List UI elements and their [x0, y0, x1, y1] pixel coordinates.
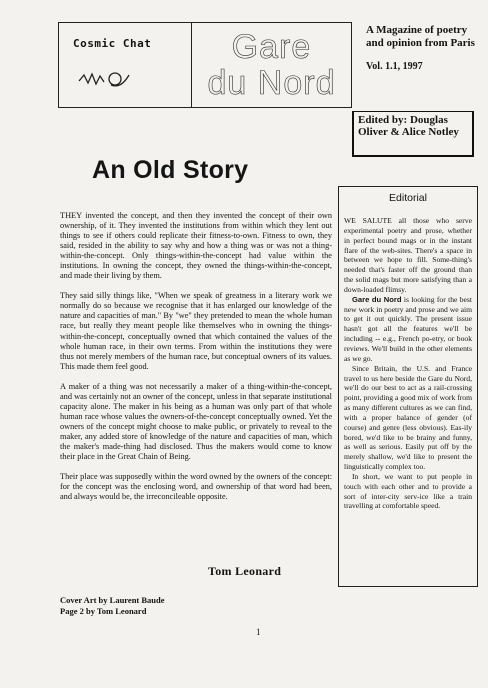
- volume-label: Vol. 1.1, 1997: [366, 61, 423, 72]
- editorial-paragraph: Since Britain, the U.S. and France travel to us here beside the Gare du Nord, we'll do our best to act as a rail-crossing point, providing a good mix of work from as many different cultures as we can find, with a proper balance of gender (of course) and genre (less obvious). Eas-ily bored, we'd like to be brainy and funny, as well as serious. Easily put off by the merely shallow, we'd like to present the linguistically complex too.: [344, 363, 472, 472]
- editors-box: Edited by: Douglas Oliver & Alice Notley: [352, 111, 474, 157]
- story-title: An Old Story: [92, 156, 249, 184]
- cosmic-chat-box: [58, 22, 192, 108]
- editorial-body: [344, 216, 472, 511]
- article-paragraph: THEY invented the concept, and then they invented the concept of their own ownership, of it. They invented the institutions from within which they lent out things to see if others could replicate their fitness-to-own. Fitness to own, they said, resided in the ability to say why and how a thing was or was not a thing-within-the-concept. Only things-within-the-concept had value within the institutions. In owning the concept, they owned the things-within-the-concept, and made their living by them.: [60, 211, 332, 281]
- logo-line-du-nord: du Nord: [207, 64, 336, 102]
- article-paragraph: They said silly things like, "When we speak of greatness in a literary work we normally do so because we recognise that it has enlarged our knowledge of the nature and capacities of man." By "we" they pretended to mean the whole human race, but really they meant people like themselves who in owning the things-within-the-concept, conceptually owned that which contained the values of the whole human race, in their own terms. From within the institutions they were thus not merely members of the human race, but conceptual owners of its values. This made them feel good.: [60, 291, 332, 371]
- editorial-title: Editorial: [389, 192, 427, 204]
- editorial-paragraph: [344, 295, 472, 364]
- credits: [60, 595, 165, 617]
- editorial-box: [338, 186, 478, 587]
- author-name: Tom Leonard: [208, 564, 282, 578]
- article-paragraph: Their place was supposedly within the word owned by the owners of the concept: for the concept was the enclosing word, and ownership of that word had been, and always would be, the irreconcileable opposite.: [60, 472, 332, 502]
- tagline-block: [366, 24, 476, 73]
- article-paragraph: A maker of a thing was not necessarily a maker of a thing-within-the-concept, and was certainly not an owner of the concept, unless in that separate institutional capacity alone. The maker in his being as a human was only part of that whole human race whose values the owners-of-the-concept conceptually owned. Yet the owners of the concept might choose to make public, or privately to reveal to the maker, any added store of knowledge of the nature and capacities of man, which the maker's made-thing had disclosed. Thus the makers would come to know their place in the Great Chain of Being.: [60, 381, 332, 462]
- cover-art-credit: Cover Art by Laurent Baude: [60, 595, 165, 605]
- squiggle-logo-icon: [77, 69, 139, 91]
- editorial-magazine-name: Gare du Nord: [352, 294, 402, 304]
- editorial-paragraph: WE SALUTE all those who serve experimental poetry and prose, whether in perfect bound mags or in the instant flare of the web-sites. There's a space in between we hope to fill. Some-thing's needed that's faster off the ground than the solid mags but more satisfying than a down-loaded flimsy.: [344, 216, 472, 294]
- tagline: A Magazine of poetry and opinion from Paris: [366, 24, 475, 49]
- page-number: 1: [256, 627, 261, 637]
- logo-line-gare: Gare: [231, 28, 312, 66]
- editorial-paragraph-text: is looking for the best new work in poetry and prose and we aim to get it out quickly. The present issue hasn't got all the features we'll be including -- e.g., French po-etry, or book reviews. We'll build in the other elements as we go.: [344, 294, 472, 363]
- editorial-paragraph: In short, we want to put people in touch with each other and to provide a sort of inter-city serv-ice like a train travelling at comfortable speed.: [344, 471, 472, 511]
- gare-du-nord-logo: [192, 22, 352, 108]
- article-body: [60, 211, 332, 512]
- cosmic-chat-label: Cosmic Chat: [73, 37, 152, 50]
- page-two-credit: Page 2 by Tom Leonard: [60, 606, 147, 616]
